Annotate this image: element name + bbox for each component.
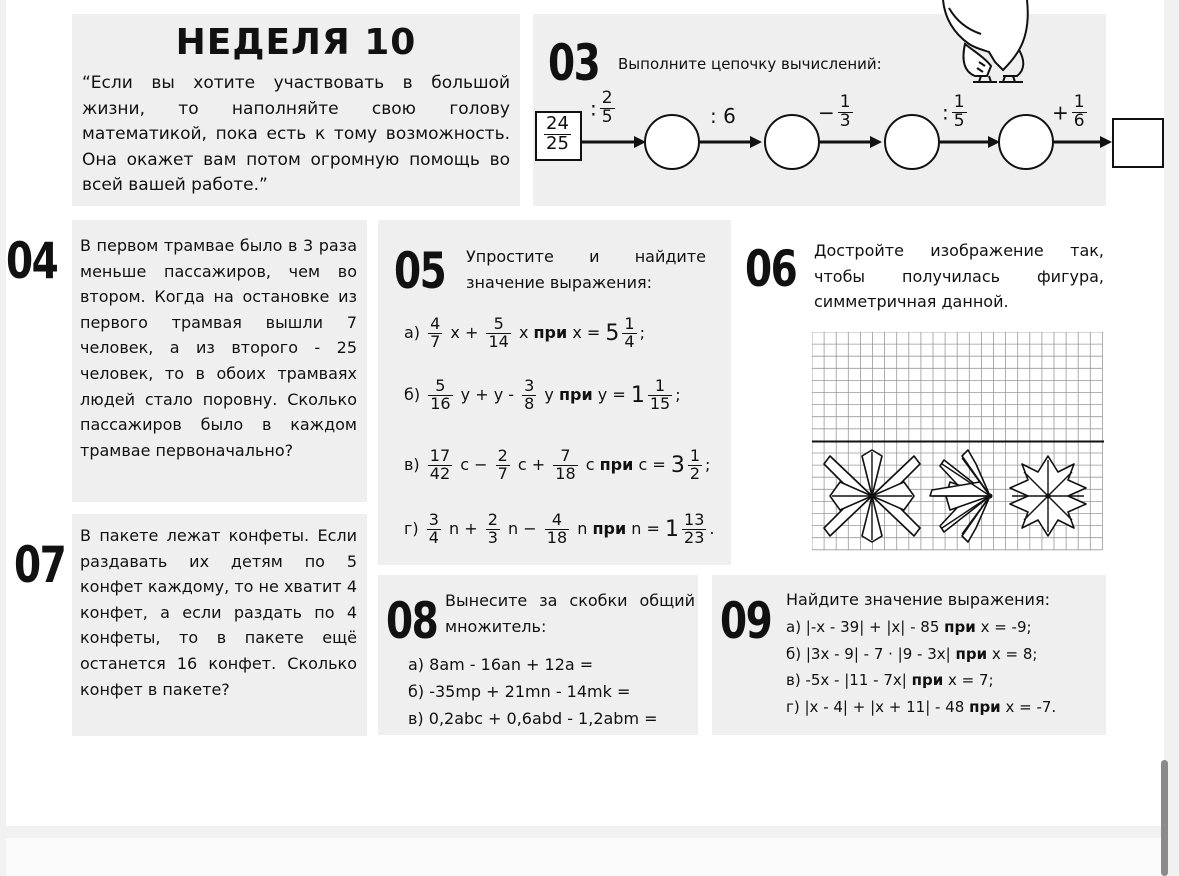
task-05-title: Упростите и найдите значение выражения: <box>466 247 706 292</box>
task-05-b: б) $\frac{5}{16}$ y + y - $\frac{3}{8}$ y при y = 1 $\frac{1}{15}$ ; <box>404 376 681 413</box>
footer-bar <box>6 838 1164 876</box>
task-05-d: г) $\frac{3}{4}$ n + $\frac{2}{3}$ n − $\frac{4}{18}$ n при n = 1 $\frac{13}{23}$ . <box>404 510 715 547</box>
task-08-number: 08 <box>386 592 438 650</box>
task-09-item-c: в) -5x - |11 - 7x| при x = 7; <box>786 671 994 689</box>
chain-start-fraction: $\frac{24}{25}$ <box>546 113 569 154</box>
task-08-item-a: а) 8am - 16an + 12a = <box>408 655 594 674</box>
scrollbar-thumb[interactable] <box>1161 760 1168 876</box>
task-09-item-d: г) |x - 4| + |x + 11| - 48 при x = -7. <box>786 698 1057 716</box>
task-05-a: а) $\frac{4}{7}$ x + $\frac{5}{14}$ x при x = 5 $\frac{1}{4}$ ; <box>404 314 645 351</box>
chain-circle-1 <box>645 115 699 169</box>
chain-result-box <box>1112 118 1164 168</box>
quote-text: “Если вы хотите участвовать в большой жизни, то наполняйте свою голову математикой, пока есть к тому возможность. Она окажет вам потом огромную помощь во всей вашей работе.” <box>82 73 510 196</box>
task-09-item-b: б) |3x - 9| - 7 · |9 - 3x| при x = 8; <box>786 645 1038 663</box>
chain-op-1: : $\frac{2}{5}$ <box>590 88 613 127</box>
task-04-text: В первом трамвае было в 3 раза меньше пассажиров, чем во втором. Когда на остановке из первого трамвая вышли 7 человек, а из второго - 25 человек, то в обоих трамваях людей стало поровну. Сколько пассажиров было в каждом трамвае первоначально? <box>80 236 357 460</box>
task-03-title: Выполните цепочку вычислений: <box>618 55 882 73</box>
task-04-number: 04 <box>6 232 58 290</box>
task-09-item-a: а) |-x - 39| + |x| - 85 при x = -9; <box>786 618 1032 636</box>
task-07-text: В пакете лежат конфеты. Если раздавать их детям по 5 конфет каждому, то не хватит 4 конфет, а если раздать по 4 конфеты, то в пакете ещё останется 16 конфет. Сколько конфет в пакете? <box>80 526 357 699</box>
chain-op-2: : 6 <box>710 104 736 128</box>
task-08-title: Вынесите за скобки общий множитель: <box>445 591 695 636</box>
chain-circle-4 <box>999 115 1053 169</box>
week-title: НЕДЕЛЯ 10 <box>175 22 417 63</box>
task-05-number: 05 <box>394 242 446 300</box>
task-09-title: Найдите значение выражения: <box>786 590 1050 609</box>
task-06-number: 06 <box>745 240 797 298</box>
task-05-c: в) $\frac{17}{42}$ c − $\frac{2}{7}$ c + $\frac{7}{18}$ c при c = 3 $\frac{1}{2}$ ; <box>404 446 711 483</box>
task-03-number: 03 <box>548 34 600 92</box>
symmetry-grid <box>812 332 1104 552</box>
chain-op-3: − $\frac{1}{3}$ <box>818 92 851 131</box>
task-08-item-b: б) -35mp + 21mn - 14mk = <box>408 682 631 701</box>
task-09-number: 09 <box>720 592 772 650</box>
chain-op-5: + $\frac{1}{6}$ <box>1052 92 1085 131</box>
owl-icon <box>935 0 1035 84</box>
chain-circle-3 <box>885 115 939 169</box>
task-07-number: 07 <box>14 536 66 594</box>
chain-op-4: : $\frac{1}{5}$ <box>942 92 965 131</box>
chain-circle-2 <box>765 115 819 169</box>
task-06-title: Достройте изображение так, чтобы получилась фигура, симметричная данной. <box>814 241 1104 312</box>
task-08-item-c: в) 0,2abc + 0,6abd - 1,2abm = <box>408 709 658 728</box>
